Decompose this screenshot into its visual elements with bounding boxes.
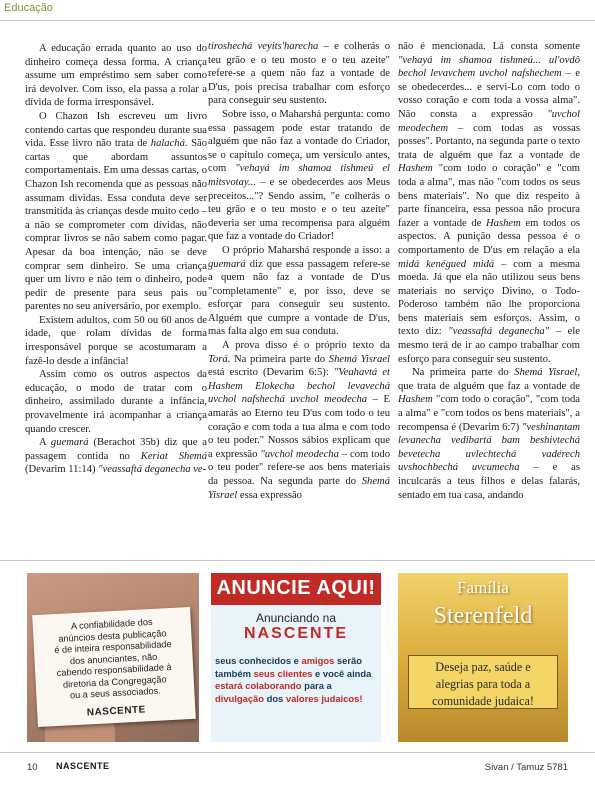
nascente-logo: NASCENTE xyxy=(243,625,348,642)
page-number: 10 xyxy=(27,762,38,773)
text-column-3 xyxy=(398,40,580,502)
header-divider xyxy=(0,20,595,21)
disclaimer-line: é de inteira responsabilidade xyxy=(54,638,172,656)
disclaimer-line: dos anunciantes, não xyxy=(69,651,158,666)
disclaimer-ad xyxy=(27,573,199,742)
disclaimer-line: cabendo responsabilidade à xyxy=(56,661,172,678)
paragraph: A educação errada quanto ao uso do dinheiro começa dessa forma. A criança assume um empréstimo sem saber como irá devolver. Com isso, ela passa a rolar a dívida de forma irresponsável. xyxy=(25,43,207,109)
disclaimer-line: anúncios desta publicação xyxy=(58,627,167,644)
paragraph: Na primeira parte do Shemá Yisrael, que trata de alguém que faz a vontade de Hashem "com todo o coração", "com toda a alma" e "com todos os bens materiais", a recompensa é (Devarim 6:7) "veshinantam levanecha vedibartá bam beshivtechá bevetecha uvlechtechá vadérech uvshochbechá uvcumecha – e as inculcarás a teus filhos e delas falarás, sentado em tua casa, andando xyxy=(398,367,580,501)
paragraph: Assim como os outros aspectos da educação, o modo de tratar com o dinheiro, assimilado durante a infância, provavelmente irá acompanhar a criança quando crescer. xyxy=(25,369,207,435)
ad-body-text: seus conhecidos e amigos serão também seus clientes e você ainda estará colaborando para a divulgação dos valores judaicos! xyxy=(215,655,372,704)
paragraph: Existem adultos, com 50 ou 60 anos de idade, que rolam dívidas de forma irresponsável porque se acostumaram a fazê-lo desde a infância! xyxy=(25,314,207,367)
footer-divider xyxy=(0,752,595,753)
paragraph: A guemará (Berachot 35b) diz que a passagem contida no Keriat Shemá (Devarim 11:14) "veassaftá deganecha ve- xyxy=(25,437,207,476)
ad-headline: ANUNCIE AQUI! xyxy=(211,573,381,605)
greeting-line: alegrias para toda a xyxy=(435,677,531,691)
nascente-logo: NASCENTE xyxy=(86,703,147,718)
section-title: Educação xyxy=(4,2,53,14)
paragraph: O próprio Maharshá responde a isso: a guemará diz que essa passagem refere-se a quem não faz a vontade de D'us "completamente" e, por isso, deve se esforçar para conseguir seu sustento. Alguém que cumpre a vontade de D'us, mas falta algo em sua conduta. xyxy=(208,244,390,338)
paragraph: A prova disso é o próprio texto da Torá. Na primeira parte do Shemá Yisrael está escrito (Devarim 6:5): "Veahavtá et Hashem Elokecha bechol levavechá uvchol nafshechá uvchol meodecha – E amarás ao Eterno teu D'us com todo o teu coração e com toda a tua alma e com todo o teu poder." Nossos sábios explicam que a expressão "uvchol meodecha – com todo o teu poder" refere-se aos bens materiais da pessoa. Na segunda parte do Shemá Yisrael essa expressão xyxy=(208,340,390,501)
family-title-line1: Família xyxy=(457,578,509,597)
greeting-line: Deseja paz, saúde e xyxy=(435,660,531,674)
paragraph: não é mencionada. Lá consta somente "vehayá im shamoa tishmeú... ul'ovdô bechol levavchem uvchol nafshechem – e se obedecerdes... e servi-Lo com todo o vosso coração e com toda a vossa alma". Não consta a expressão "uvchol meodechem – com todas as vossas posses". Portanto, na segunda parte o texto trata de alguém que faz a vontade de Hashem "com todo o coração" e "com toda a alma", mas não "com todos os seus bens materiais". No que diz respeito à parte financeira, essa pessoa não procura fazer a vontade de Hashem em todos os aspectos. A punição dessa pessoa é o comportamento de D'us em relação a ela midá kenégued midá – com a mesma moeda. Já que ela não utilizou seus bens materiais no serviço Divino, o Todo-Poderoso também não lhe proporciona bens materiais sem esforços. Assim, o texto diz: "veassaftá deganecha" – ele mesmo terá de ir ao campo trabalhar com esforço para conseguir seu sustento. xyxy=(398,41,581,365)
disclaimer-card xyxy=(32,607,196,727)
advertise-here-ad xyxy=(211,573,381,742)
ad-subline: Anunciando na xyxy=(255,611,337,625)
text-column-1 xyxy=(25,42,207,477)
disclaimer-line: A confiabilidade dos xyxy=(70,616,153,632)
disclaimer-line: diretoria da Congregação xyxy=(62,673,167,690)
paragraph: tiroshechá veyits'harecha – e colherás o teu grão e o teu mosto e o teu azeite" refere-se a quem não faz a vontade de D'us, pois precisa trabalhar com esforço para conseguir seu sustento. xyxy=(208,41,390,107)
paragraph: Sobre isso, o Maharshá pergunta: como essa passagem pode estar tratando de alguém que não faz a vontade do Criador, se o capítulo começa, um versículo antes, com "vehayá im shamoa tishmeú el mitsvotay... – e se obedecerdes aos Meus preceitos..."? Sendo assim, "e colherás o teu grão e o teu mosto e o teu azeite" deveria ser uma recompensa para alguém que faz a vontade do Criador! xyxy=(208,108,391,243)
footer-logo: NASCENTE xyxy=(56,761,110,771)
ads-divider xyxy=(0,560,595,561)
paragraph: O Chazon Ish escreveu um livro contendo cartas que respondeu durante sua vida. Esse livro não trata de halachá. São cartas que abordam assuntos comportamentais. Em uma dessas cartas, o Chazon Ish recomenda que as pessoas não assumam dívidas. Essa conduta deve ser transmitida às crianças desde muito cedo – a não se comprometer com dívidas, não comprar livros se não sabem como pagar. Apesar da boa intenção, não se deve comprar sem dinheiro. Se uma criança quer um livro e não tem o dinheiro, pode pedir de presente para seus pais ou parentes no seu aniversário, por exemplo. xyxy=(25,110,207,313)
text-column-2 xyxy=(208,40,390,502)
family-greeting-ad xyxy=(398,573,568,742)
issue-date: Sivan / Tamuz 5781 xyxy=(484,762,568,773)
disclaimer-line: ou a seus associados. xyxy=(69,685,162,701)
family-title-line2: Sterenfeld xyxy=(433,603,533,629)
greeting-line: comunidade judaica! xyxy=(432,694,534,708)
greeting-box xyxy=(408,655,558,709)
